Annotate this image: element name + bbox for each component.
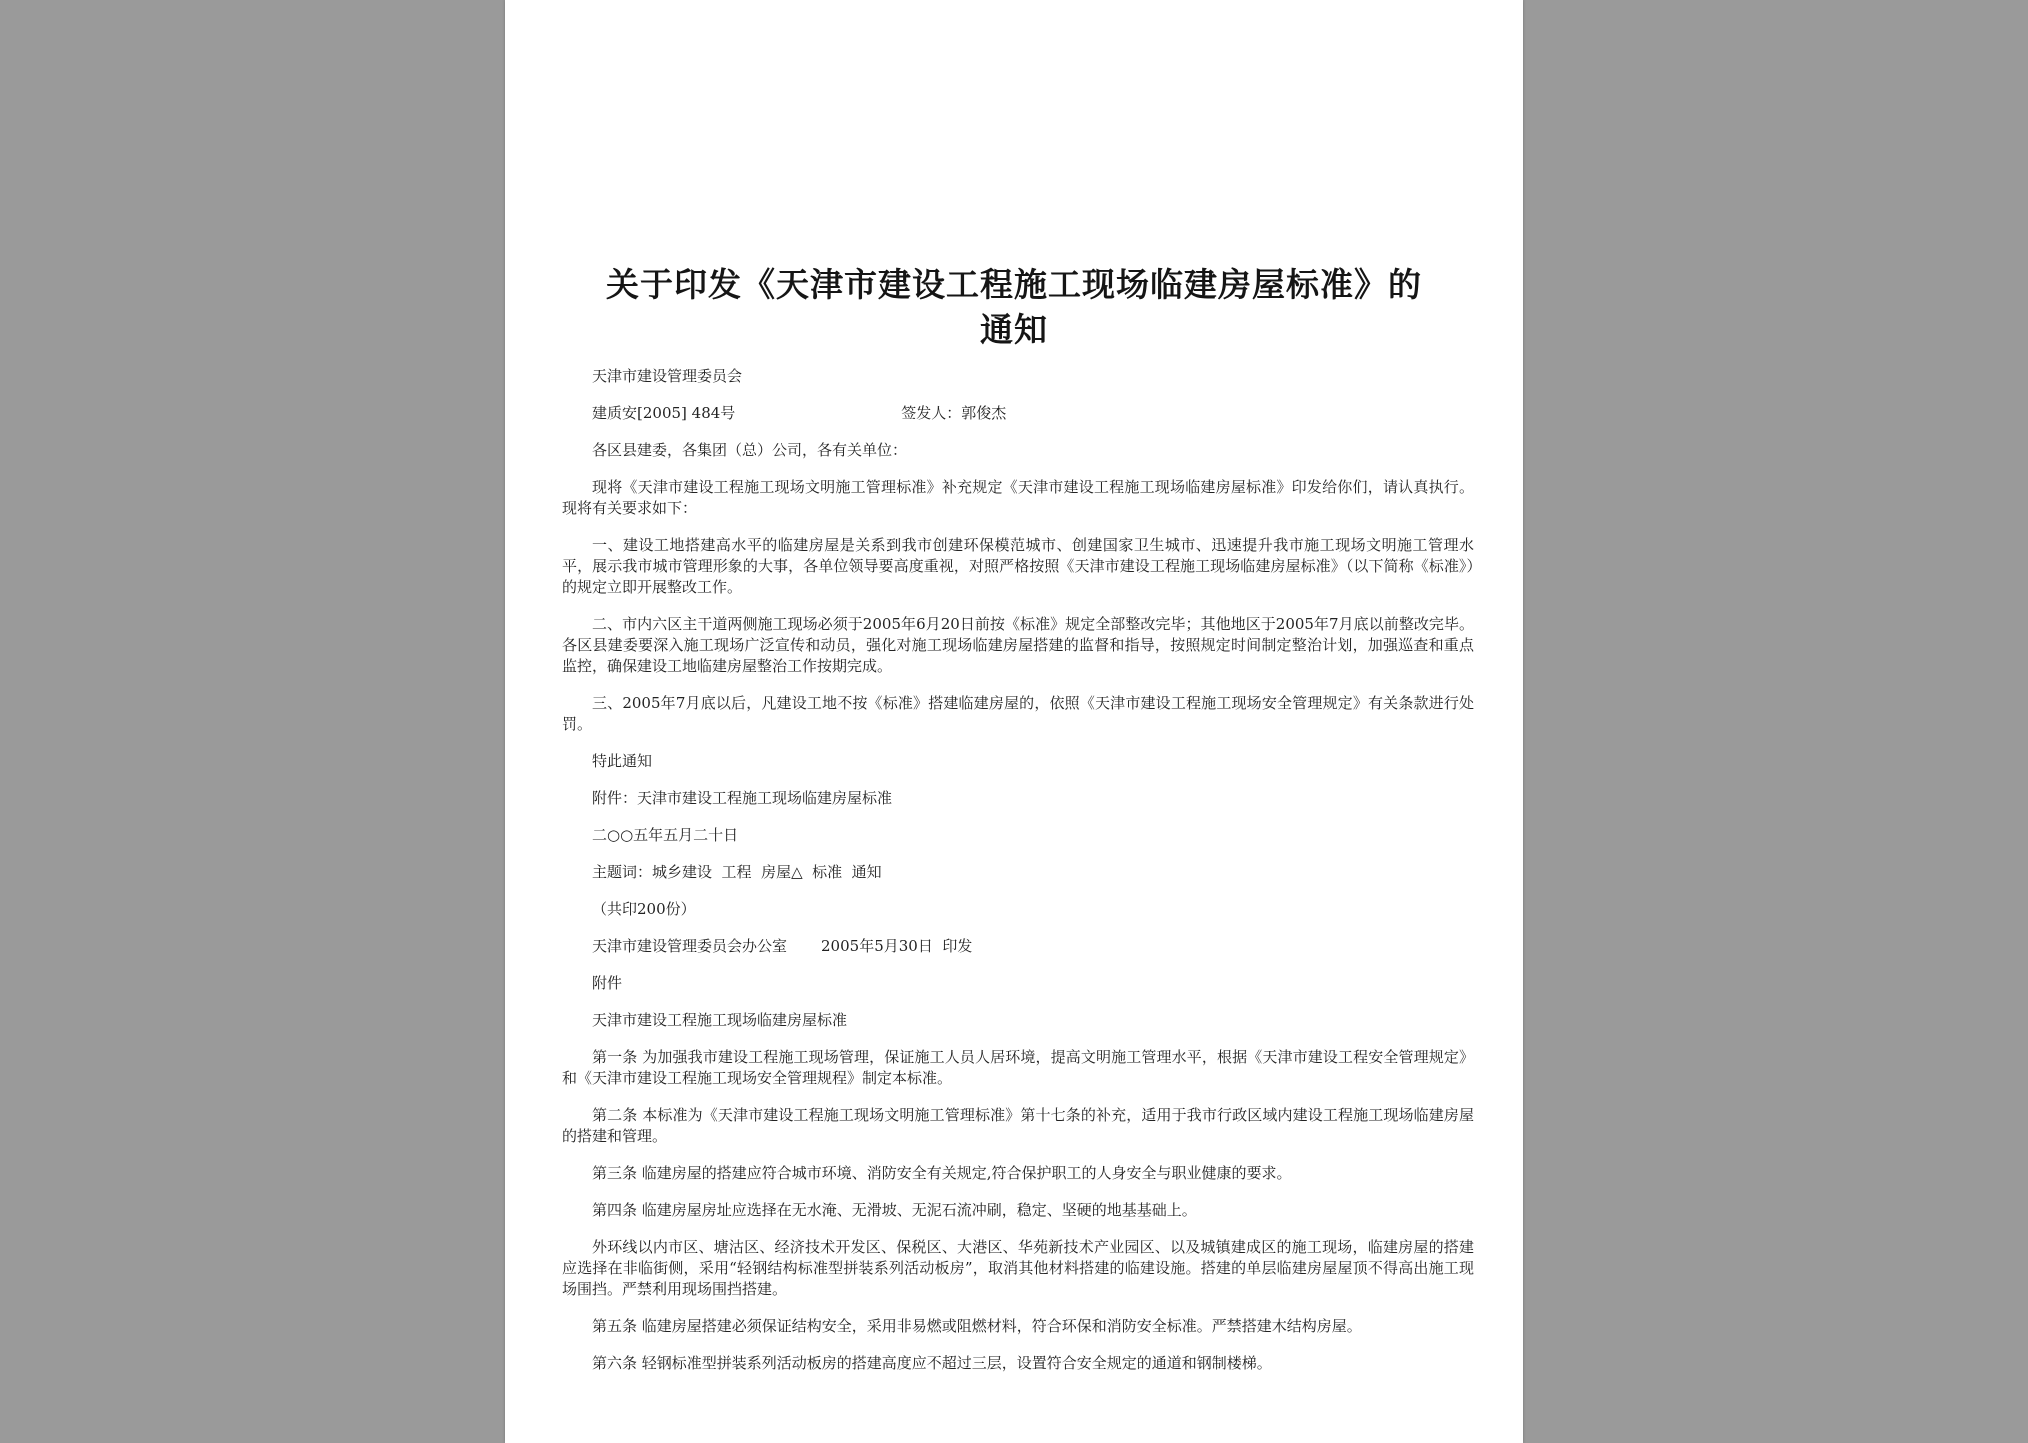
- addressees: 各区县建委，各集团（总）公司，各有关单位：: [592, 441, 908, 459]
- article: 第五条 临建房屋搭建必须保证结构安全，采用非易燃或阻燃材料，符合环保和消防安全标准。严禁搭建木结构房屋。: [592, 1317, 1362, 1335]
- signer: 签发人：郭俊杰: [901, 404, 1007, 422]
- article: 第二条 本标准为《天津市建设工程施工现场文明施工管理标准》第十七条的补充，适用于我市行政区域内建设工程施工现场临建房屋的搭建和管理。: [562, 1106, 1474, 1145]
- article: 第四条 临建房屋房址应选择在无水淹、无滑坡、无泥石流冲刷，稳定、坚硬的地基基础上。: [592, 1201, 1197, 1219]
- copies: （共印200份）: [592, 900, 696, 918]
- paragraph: 一、建设工地搭建高水平的临建房屋是关系到我市创建环保模范城市、创建国家卫生城市、迅速提升我市施工现场文明施工管理水平，展示我市城市管理形象的大事，各单位领导要高度重视，对照严格按照《天津市建设工程施工现场临建房屋标准》（以下简称《标准》）的规定立即开展整改工作。: [562, 536, 1474, 596]
- article: 外环线以内市区、塘沽区、经济技术开发区、保税区、大港区、华苑新技术产业园区、以及城镇建成区的施工现场，临建房屋的搭建应选择在非临街侧，采用“轻钢结构标准型拼装系列活动板房”，取消其他材料搭建的临建设施。搭建的单层临建房屋屋顶不得高出施工现场围挡。严禁利用现场围挡搭建。: [562, 1238, 1474, 1298]
- doc-number: 建质安[2005] 484号: [592, 404, 736, 422]
- print-date: 2005年5月30日 印发: [821, 937, 973, 955]
- title-line-1: 关于印发《天津市建设工程施工现场临建房屋标准》的: [606, 265, 1422, 304]
- document-page: [505, 0, 1523, 1443]
- keywords: 主题词：城乡建设 工程 房屋△ 标准 通知: [592, 863, 882, 881]
- attachment-heading: 附件: [592, 974, 623, 992]
- title-line-2: 通知: [980, 310, 1048, 349]
- date: 二○○五年五月二十日: [592, 826, 739, 844]
- paragraph: 三、2005年7月底以后，凡建设工地不按《标准》搭建临建房屋的，依照《天津市建设工程施工现场安全管理规定》有关条款进行处罚。: [562, 694, 1474, 733]
- article: 第六条 轻钢标准型拼装系列活动板房的搭建高度应不超过三层，设置符合安全规定的通道和钢制楼梯。: [592, 1354, 1272, 1372]
- doc-meta-row: [562, 403, 1474, 424]
- paragraph: 二、市内六区主干道两侧施工现场必须于2005年6月20日前按《标准》规定全部整改完毕；其他地区于2005年7月底以前整改完毕。各区县建委要深入施工现场广泛宣传和动员，强化对施工现场临建房屋搭建的监督和指导，按照规定时间制定整治计划，加强巡查和重点监控，确保建设工地临建房屋整治工作按期完成。: [562, 615, 1474, 675]
- office-row: [562, 936, 1474, 957]
- attachment-title: 天津市建设工程施工现场临建房屋标准: [592, 1011, 848, 1029]
- document-title: [545, 262, 1483, 352]
- attachment-note: 附件：天津市建设工程施工现场临建房屋标准: [592, 789, 893, 807]
- article: 第三条 临建房屋的搭建应符合城市环境、消防安全有关规定,符合保护职工的人身安全与职业健康的要求。: [592, 1164, 1292, 1182]
- paragraph: 现将《天津市建设工程施工现场文明施工管理标准》补充规定《天津市建设工程施工现场临建房屋标准》印发给你们，请认真执行。现将有关要求如下：: [562, 478, 1474, 517]
- article: 第一条 为加强我市建设工程施工现场管理，保证施工人员人居环境，提高文明施工管理水平，根据《天津市建设工程安全管理规定》和《天津市建设工程施工现场安全管理规程》制定本标准。: [562, 1048, 1474, 1087]
- closing: 特此通知: [592, 752, 653, 770]
- office: 天津市建设管理委员会办公室: [592, 937, 788, 955]
- issuer: 天津市建设管理委员会: [592, 367, 743, 385]
- document-body: [562, 366, 1474, 1390]
